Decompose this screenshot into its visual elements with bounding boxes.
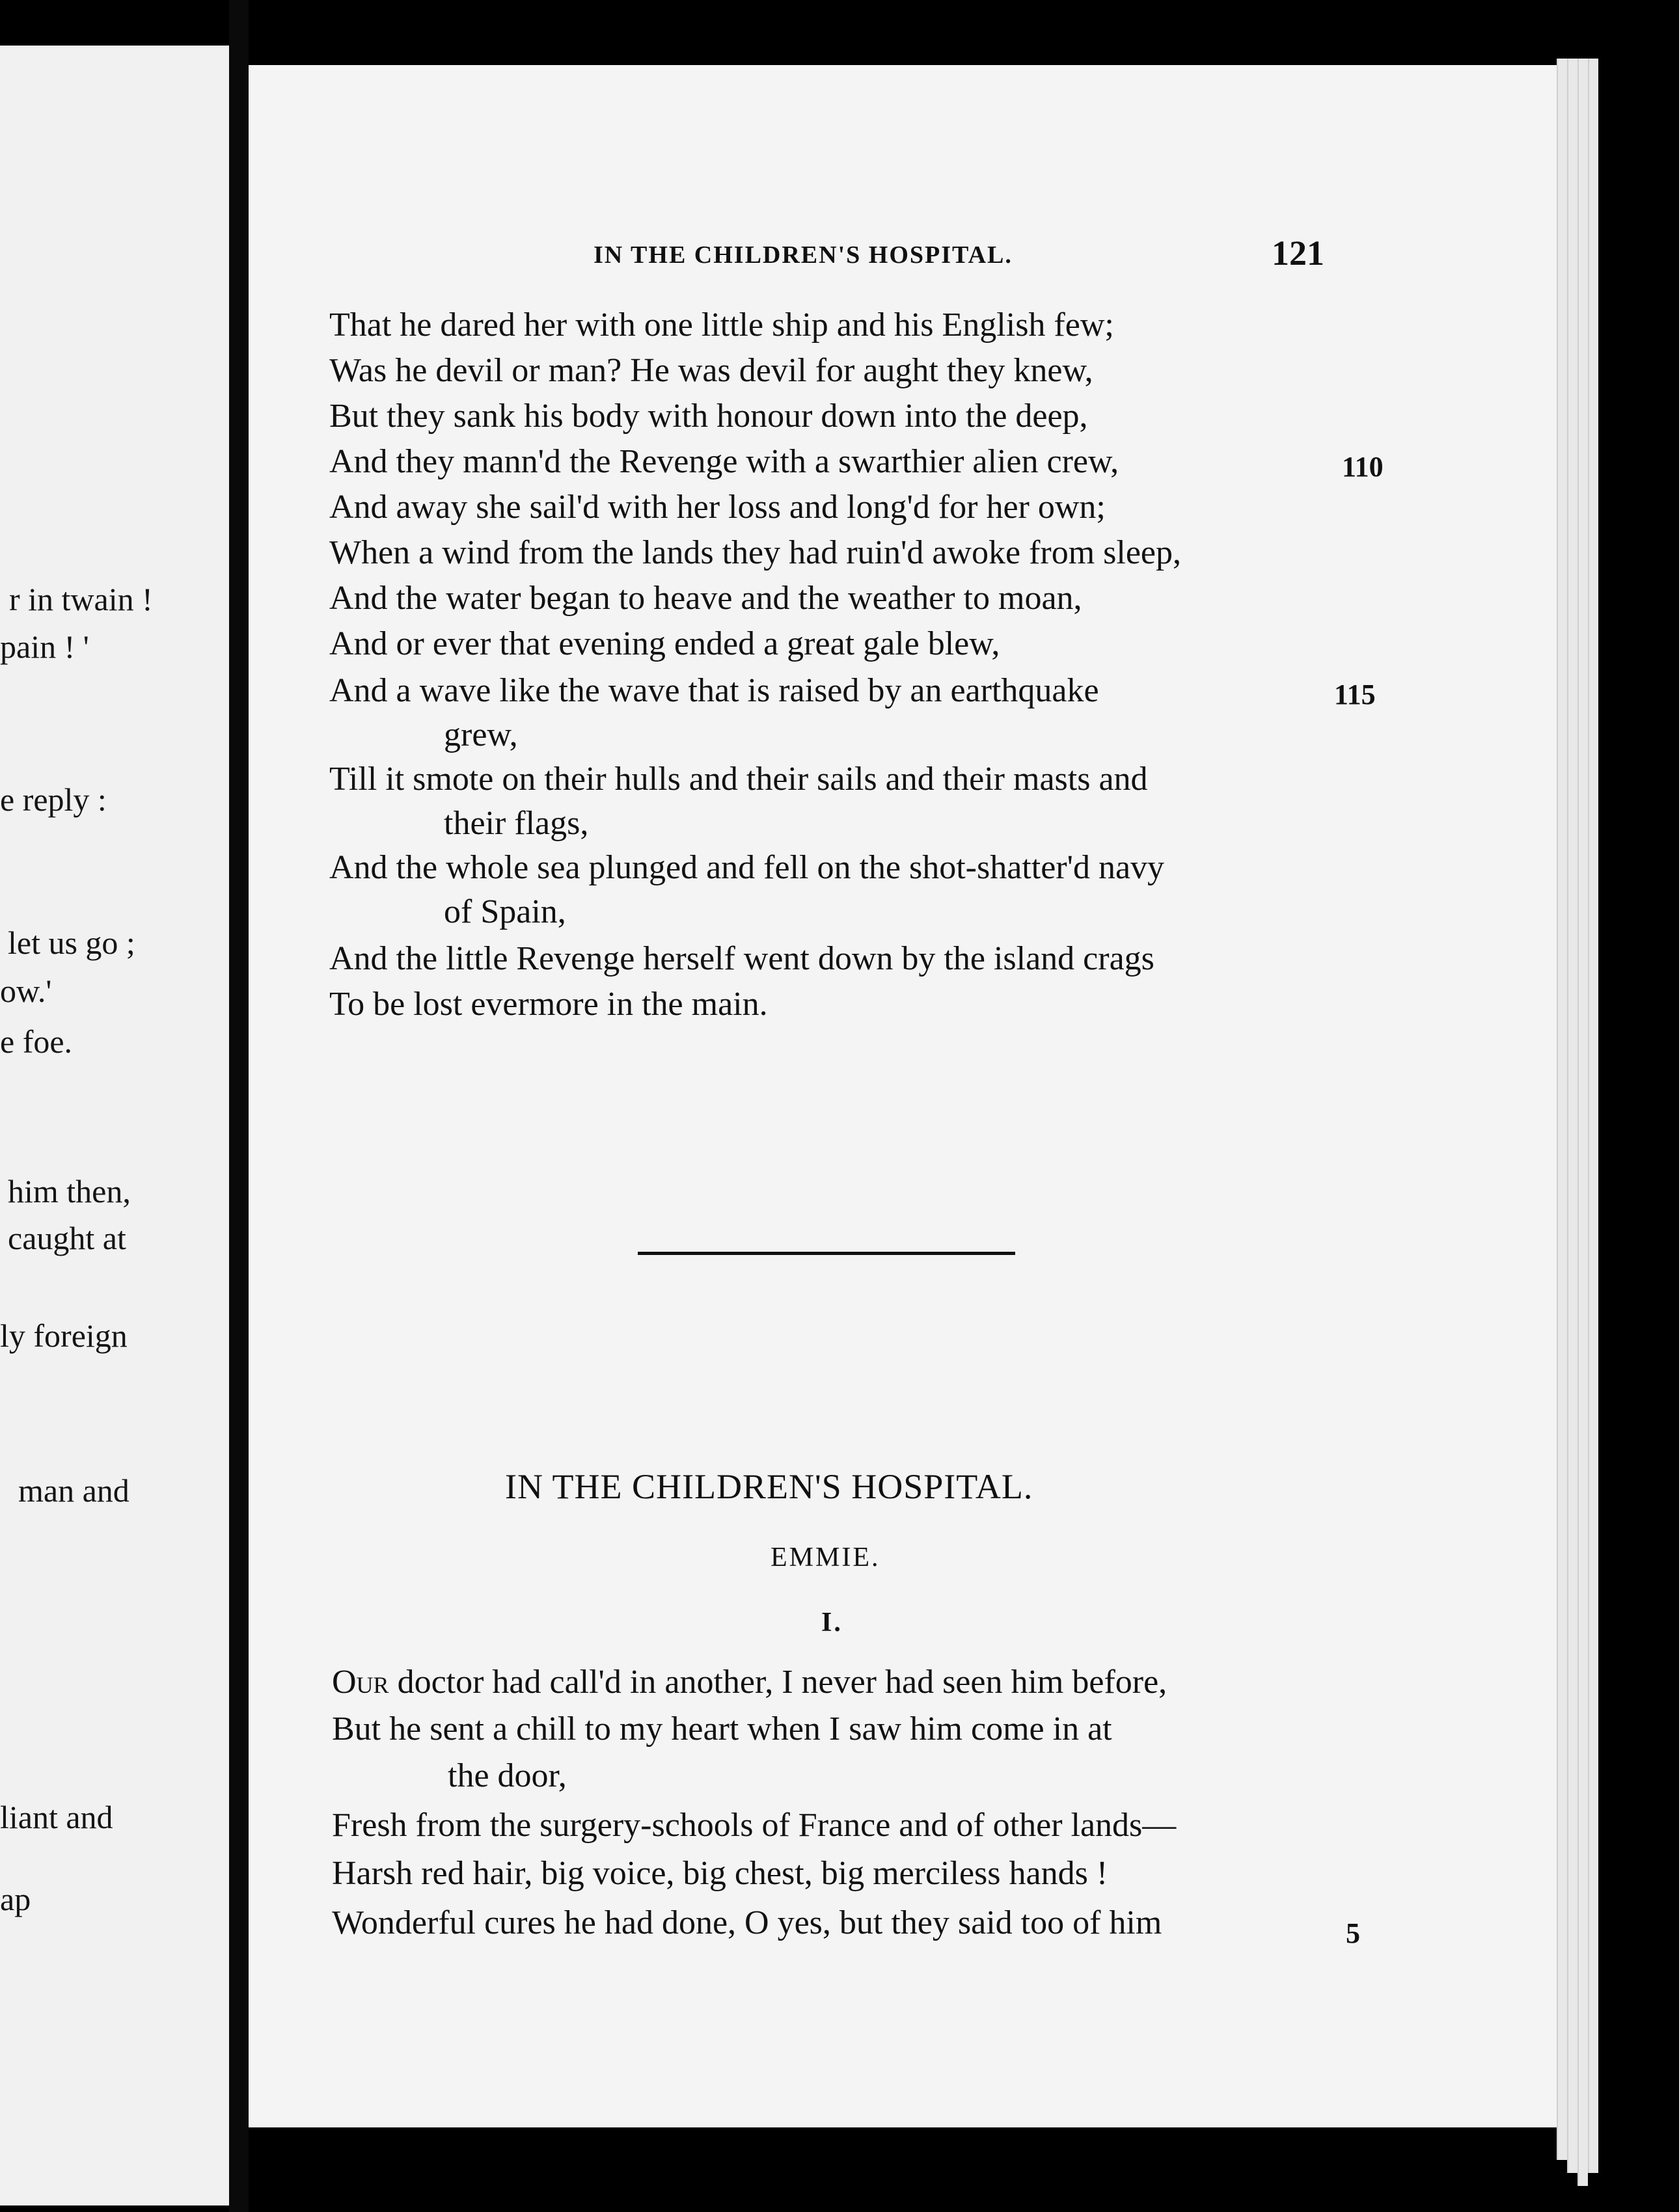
poem-line: And they mann'd the Revenge with a swarthier alien crew,	[329, 443, 1119, 480]
poem-line: To be lost evermore in the main.	[329, 986, 768, 1023]
poem-line: Till it smote on their hulls and their sails and their masts and	[329, 761, 1148, 798]
poem-line-continuation: of Spain,	[444, 893, 566, 930]
line-number: 115	[1334, 679, 1376, 710]
left-page-line: ow.'	[0, 973, 52, 1009]
poem-line: And the little Revenge herself went down by the island crags	[329, 940, 1154, 977]
poem-line-continuation: their flags,	[444, 805, 589, 842]
left-page-line: ap	[0, 1881, 31, 1917]
poem-subtitle: EMMIE.	[771, 1543, 880, 1572]
page-edge	[1557, 59, 1567, 2160]
poem-line: When a wind from the lands they had ruin'd awoke from sleep,	[329, 534, 1181, 571]
page-edge	[1588, 59, 1598, 2173]
poem-line: And the whole sea plunged and fell on the shot-shatter'd navy	[329, 849, 1165, 886]
left-page-line: e foe.	[0, 1023, 73, 1060]
poem-title: IN THE CHILDREN'S HOSPITAL.	[505, 1467, 1033, 1506]
poem-line: And away she sail'd with her loss and long'd for her own;	[329, 489, 1106, 526]
poem-line: And or ever that evening ended a great gale blew,	[329, 625, 1000, 662]
left-page-line: man and	[18, 1472, 130, 1509]
page-number: 121	[1272, 234, 1324, 273]
left-page-line: pain ! '	[0, 628, 89, 665]
poem-line: Was he devil or man? He was devil for aught they knew,	[329, 352, 1093, 389]
left-page-line: ly foreign	[0, 1317, 128, 1354]
left-page-line: r in twain !	[9, 581, 153, 617]
section-number: I.	[821, 1608, 843, 1638]
left-page-line: liant and	[0, 1799, 113, 1835]
section-divider	[638, 1252, 1015, 1255]
running-header: IN THE CHILDREN'S HOSPITAL.	[594, 241, 1013, 269]
left-page-line: him then,	[8, 1173, 131, 1209]
drop-word: Our	[332, 1664, 389, 1701]
poem-line: And a wave like the wave that is raised by an earthquake	[329, 672, 1099, 709]
page-edge	[1577, 59, 1588, 2186]
poem-line: But he sent a chill to my heart when I saw him come in at	[332, 1710, 1112, 1747]
left-page-line: caught at	[8, 1220, 126, 1256]
line-number: 5	[1346, 1917, 1360, 1949]
poem-line: That he dared her with one little ship and his English few;	[329, 306, 1114, 344]
poem-line: And the water began to heave and the weather to moan,	[329, 580, 1082, 617]
poem-line: Fresh from the surgery-schools of France and of other lands—	[332, 1807, 1177, 1844]
left-page-line: let us go ;	[8, 924, 135, 961]
poem-line-continuation: grew,	[444, 716, 518, 753]
line-number: 110	[1342, 451, 1384, 483]
poem-line: Wonderful cures he had done, O yes, but they said too of him	[332, 1904, 1162, 1941]
left-page-line: e reply :	[0, 781, 107, 818]
book-spine-shadow	[229, 0, 249, 2212]
poem-line	[332, 1663, 1167, 1701]
page-edge	[1567, 59, 1577, 2173]
poem-line-continuation: the door,	[448, 1757, 567, 1794]
poem-line: But they sank his body with honour down into the deep,	[329, 398, 1088, 435]
left-facing-page	[0, 46, 229, 2205]
poem-line-text: doctor had call'd in another, I never had seen him before,	[397, 1664, 1167, 1701]
poem-line: Harsh red hair, big voice, big chest, big merciless hands !	[332, 1855, 1108, 1892]
